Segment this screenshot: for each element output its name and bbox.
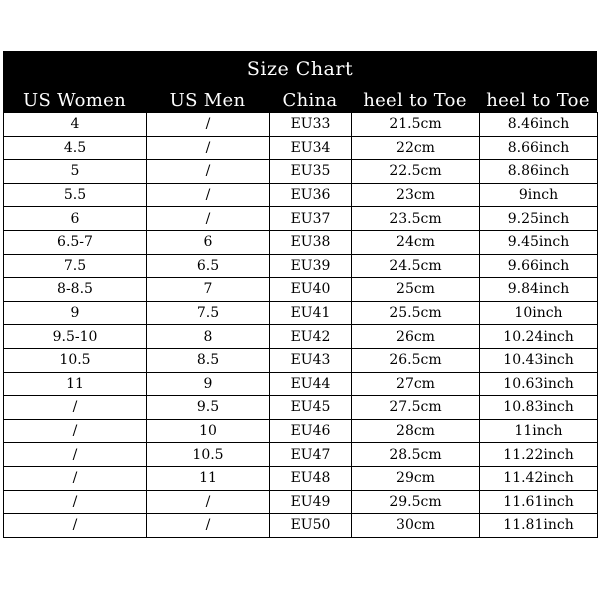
table-row <box>4 113 598 137</box>
cell-china: EU35 <box>270 160 352 184</box>
size-table <box>3 112 598 538</box>
cell-heel-to-toe-cm: 22.5cm <box>352 160 480 184</box>
cell-heel-to-toe-inch: 10inch <box>480 301 598 325</box>
column-headers <box>3 90 597 111</box>
cell-us-men: 10 <box>147 419 270 443</box>
cell-heel-to-toe-inch: 9.45inch <box>480 230 598 254</box>
cell-heel-to-toe-cm: 22cm <box>352 136 480 160</box>
cell-heel-to-toe-cm: 29cm <box>352 466 480 490</box>
table-row <box>4 466 598 490</box>
cell-us-men: / <box>147 160 270 184</box>
table-row <box>4 136 598 160</box>
cell-heel-to-toe-cm: 25.5cm <box>352 301 480 325</box>
cell-china: EU43 <box>270 348 352 372</box>
cell-heel-to-toe-cm: 26.5cm <box>352 348 480 372</box>
table-row <box>4 160 598 184</box>
cell-us-women: / <box>4 490 147 514</box>
cell-us-women: 7.5 <box>4 254 147 278</box>
table-row <box>4 207 598 231</box>
cell-heel-to-toe-cm: 27cm <box>352 372 480 396</box>
cell-china: EU50 <box>270 514 352 538</box>
cell-heel-to-toe-inch: 11.22inch <box>480 443 598 467</box>
cell-us-women: 4 <box>4 113 147 137</box>
table-row <box>4 396 598 420</box>
cell-china: EU46 <box>270 419 352 443</box>
cell-heel-to-toe-cm: 28cm <box>352 419 480 443</box>
size-chart <box>3 51 597 538</box>
column-header-china: China <box>282 90 338 111</box>
cell-us-men: 9.5 <box>147 396 270 420</box>
cell-china: EU40 <box>270 278 352 302</box>
cell-us-women: 6.5-7 <box>4 230 147 254</box>
cell-heel-to-toe-inch: 10.43inch <box>480 348 598 372</box>
cell-china: EU44 <box>270 372 352 396</box>
table-row <box>4 419 598 443</box>
table-row <box>4 348 598 372</box>
chart-title: Size Chart <box>246 58 354 80</box>
cell-china: EU47 <box>270 443 352 467</box>
table-row <box>4 230 598 254</box>
table-row <box>4 183 598 207</box>
column-header-heel-to-toe-cm: heel to Toe <box>363 90 467 111</box>
cell-us-women: 5 <box>4 160 147 184</box>
cell-us-men: / <box>147 183 270 207</box>
cell-heel-to-toe-inch: 9.66inch <box>480 254 598 278</box>
table-row <box>4 278 598 302</box>
cell-china: EU42 <box>270 325 352 349</box>
table-row <box>4 514 598 538</box>
column-header-us-men: US Men <box>169 90 246 111</box>
cell-heel-to-toe-inch: 8.86inch <box>480 160 598 184</box>
cell-us-women: / <box>4 396 147 420</box>
cell-us-men: 6 <box>147 230 270 254</box>
cell-us-men: 7.5 <box>147 301 270 325</box>
cell-us-men: 11 <box>147 466 270 490</box>
table-row <box>4 325 598 349</box>
cell-us-women: / <box>4 443 147 467</box>
cell-us-women: / <box>4 514 147 538</box>
cell-heel-to-toe-inch: 9.84inch <box>480 278 598 302</box>
cell-heel-to-toe-cm: 24.5cm <box>352 254 480 278</box>
cell-china: EU33 <box>270 113 352 137</box>
table-row <box>4 254 598 278</box>
cell-us-men: / <box>147 113 270 137</box>
cell-us-women: 10.5 <box>4 348 147 372</box>
cell-heel-to-toe-cm: 29.5cm <box>352 490 480 514</box>
cell-heel-to-toe-inch: 11.42inch <box>480 466 598 490</box>
cell-china: EU39 <box>270 254 352 278</box>
cell-us-men: 8.5 <box>147 348 270 372</box>
cell-us-women: / <box>4 466 147 490</box>
cell-china: EU34 <box>270 136 352 160</box>
cell-heel-to-toe-inch: 10.63inch <box>480 372 598 396</box>
cell-china: EU49 <box>270 490 352 514</box>
cell-us-women: 5.5 <box>4 183 147 207</box>
cell-heel-to-toe-cm: 21.5cm <box>352 113 480 137</box>
cell-us-men: 7 <box>147 278 270 302</box>
cell-us-women: 9 <box>4 301 147 325</box>
cell-heel-to-toe-cm: 27.5cm <box>352 396 480 420</box>
cell-heel-to-toe-inch: 10.24inch <box>480 325 598 349</box>
size-chart-header <box>3 51 597 112</box>
size-table-body <box>4 113 598 538</box>
cell-heel-to-toe-cm: 23.5cm <box>352 207 480 231</box>
cell-heel-to-toe-inch: 9inch <box>480 183 598 207</box>
cell-us-women: 6 <box>4 207 147 231</box>
cell-heel-to-toe-inch: 11.61inch <box>480 490 598 514</box>
cell-heel-to-toe-inch: 11inch <box>480 419 598 443</box>
cell-us-women: / <box>4 419 147 443</box>
cell-china: EU41 <box>270 301 352 325</box>
cell-us-men: / <box>147 514 270 538</box>
cell-heel-to-toe-cm: 24cm <box>352 230 480 254</box>
cell-heel-to-toe-cm: 25cm <box>352 278 480 302</box>
cell-us-men: / <box>147 136 270 160</box>
table-row <box>4 301 598 325</box>
cell-us-men: 6.5 <box>147 254 270 278</box>
cell-us-men: / <box>147 490 270 514</box>
cell-us-men: / <box>147 207 270 231</box>
cell-us-women: 8-8.5 <box>4 278 147 302</box>
cell-us-women: 9.5-10 <box>4 325 147 349</box>
cell-heel-to-toe-inch: 10.83inch <box>480 396 598 420</box>
cell-us-men: 8 <box>147 325 270 349</box>
column-header-heel-to-toe-inch: heel to Toe <box>486 90 590 111</box>
cell-china: EU36 <box>270 183 352 207</box>
table-row <box>4 443 598 467</box>
cell-china: EU38 <box>270 230 352 254</box>
table-row <box>4 490 598 514</box>
column-header-us-women: US Women <box>22 90 127 111</box>
cell-us-men: 9 <box>147 372 270 396</box>
cell-china: EU45 <box>270 396 352 420</box>
cell-heel-to-toe-cm: 30cm <box>352 514 480 538</box>
cell-us-women: 11 <box>4 372 147 396</box>
cell-heel-to-toe-inch: 8.46inch <box>480 113 598 137</box>
cell-heel-to-toe-inch: 11.81inch <box>480 514 598 538</box>
cell-china: EU48 <box>270 466 352 490</box>
cell-heel-to-toe-cm: 23cm <box>352 183 480 207</box>
cell-heel-to-toe-cm: 26cm <box>352 325 480 349</box>
cell-heel-to-toe-inch: 8.66inch <box>480 136 598 160</box>
table-row <box>4 372 598 396</box>
cell-heel-to-toe-inch: 9.25inch <box>480 207 598 231</box>
cell-heel-to-toe-cm: 28.5cm <box>352 443 480 467</box>
cell-us-men: 10.5 <box>147 443 270 467</box>
cell-us-women: 4.5 <box>4 136 147 160</box>
cell-china: EU37 <box>270 207 352 231</box>
